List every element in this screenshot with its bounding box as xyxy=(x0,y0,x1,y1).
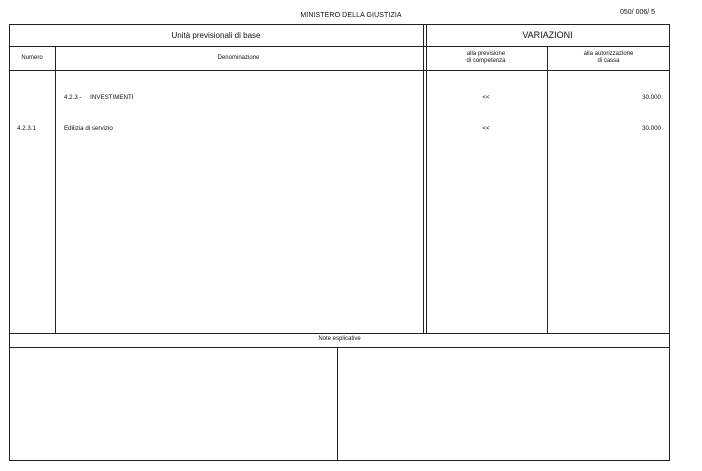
ministry-title: MINISTERO DELLA GIUSTIZIA xyxy=(300,12,402,19)
row-2-numero: 4.2.3.1 xyxy=(17,125,36,132)
notes-title: Note esplicative xyxy=(318,336,361,342)
row-1-cassa: 30.000 xyxy=(642,94,661,101)
notes-title-divider xyxy=(10,347,669,348)
row-2-denominazione: Edilizia di servizio xyxy=(64,125,113,132)
row-2-previsione: << xyxy=(482,125,490,132)
column-header-denominazione: Denominazione xyxy=(217,55,260,61)
variazioni-divider-left xyxy=(423,25,424,333)
section-header-divider xyxy=(10,46,669,47)
column-header-previsione-line1: alla previsione xyxy=(466,51,506,57)
page-code: 050/ 006/ 5 xyxy=(620,9,656,16)
row-1-denominazione: 4.2.3 - INVESTIMENTI xyxy=(64,94,134,101)
table-bottom-divider xyxy=(10,333,669,334)
section-variazioni: VARIAZIONI xyxy=(522,30,573,40)
column-header-previsione-line2: di competenza xyxy=(466,58,506,64)
column-header-divider xyxy=(10,70,669,71)
column-header-numero: Numero xyxy=(21,55,43,61)
row-1-previsione: << xyxy=(482,94,490,101)
column-header-cassa xyxy=(547,51,670,65)
variazioni-divider-right xyxy=(426,25,427,333)
section-unita-previsionali: Unità previsionali di base xyxy=(171,31,261,40)
column-header-cassa-line2: di cassa xyxy=(597,58,620,64)
column-header-cassa-line1: alla autorizzazione xyxy=(583,51,634,57)
cassa-column-divider xyxy=(547,46,548,333)
column-header-previsione xyxy=(426,51,546,65)
numero-column-divider xyxy=(55,46,56,333)
notes-column-divider xyxy=(337,347,338,460)
document-frame xyxy=(9,24,670,461)
row-2-cassa: 30.000 xyxy=(642,125,661,132)
